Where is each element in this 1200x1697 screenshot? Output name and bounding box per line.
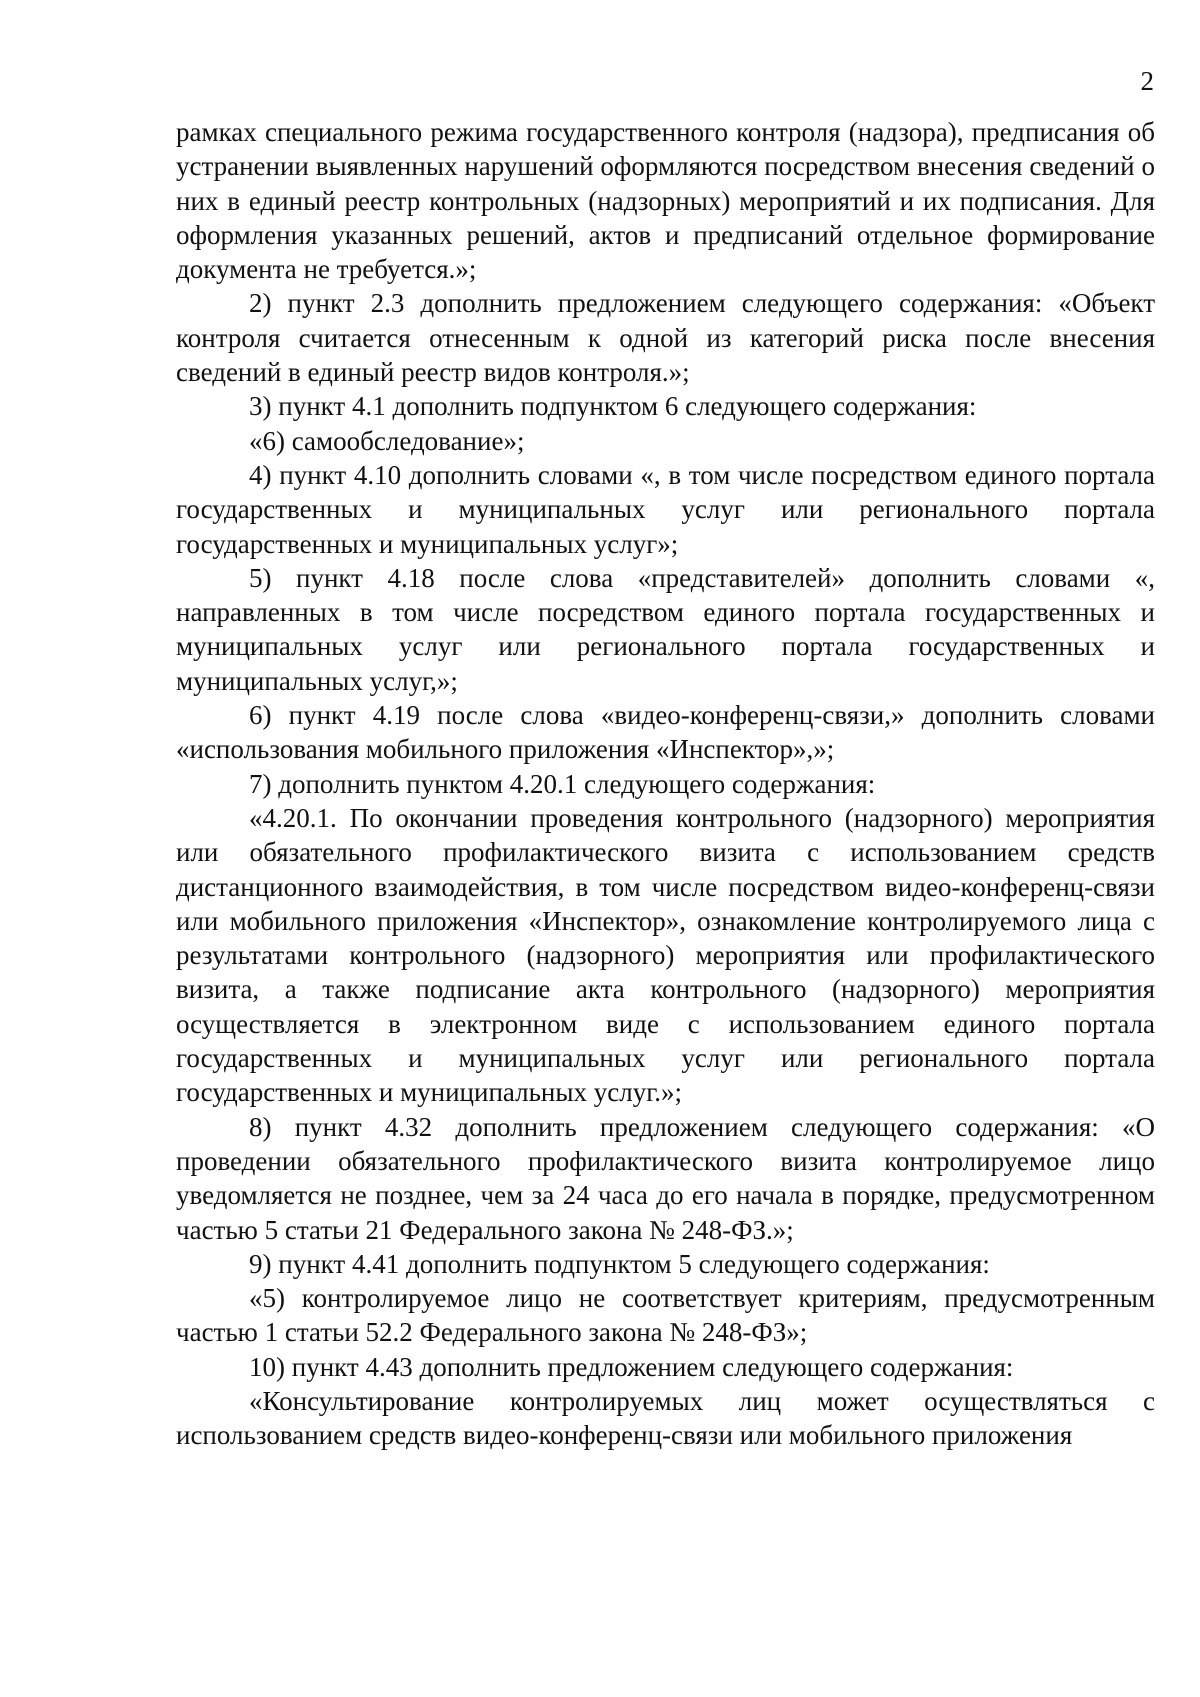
paragraph-continuation: [176, 115, 1155, 286]
document-body: [176, 115, 1155, 1453]
paragraph-text: 9) пункт 4.41 дополнить подпунктом 5 следующего содержания:: [249, 1248, 990, 1279]
paragraph-text: «6) самообследование»;: [249, 425, 525, 456]
paragraph-text: 10) пункт 4.43 дополнить предложением следующего содержания:: [249, 1351, 1014, 1382]
paragraph-item-2: [176, 286, 1155, 389]
paragraph-text: «5) контролируемое лицо не соответствует критериям, предусмотренным частью 1 статьи 52.2 Федерального закона № 248-ФЗ»;: [176, 1283, 1155, 1348]
paragraph-item-8: [176, 1110, 1155, 1247]
paragraph-text: 5) пункт 4.18 после слова «представителей» дополнить словами «, направленных в том числе посредством единого портала государственных и муниципальных услуг или регионального портала государственных и муниципальных услуг,»;: [176, 562, 1155, 696]
paragraph-text: 2) пункт 2.3 дополнить предложением следующего содержания: «Объект контроля считается отнесенным к одной из категорий риска после внесения сведений в единый реестр видов контроля.»;: [176, 288, 1155, 388]
paragraph-subitem-5: [176, 1281, 1155, 1350]
paragraph-text: «Консультирование контролируемых лиц может осуществляться с использованием средств видео-конференц-связи или мобильного приложения: [176, 1385, 1155, 1451]
paragraph-item-7: [176, 767, 1155, 801]
paragraph-clause-4-20-1: [176, 801, 1155, 1110]
paragraph-text: 7) дополнить пунктом 4.20.1 следующего содержания:: [249, 768, 876, 799]
page-number: 2: [1140, 66, 1154, 96]
paragraph-text: рамках специального режима государственного контроля (надзора), предписания об устранении выявленных нарушений оформляются посредством внесения сведений о них в единый реестр контрольных (надзорных) мероприятий и их подписания. Для оформления указанных решений, актов и предписаний отдельное формирование документа не требуется.»;: [176, 117, 1155, 285]
paragraph-text: 6) пункт 4.19 после слова «видео-конференц-связи,» дополнить словами «использования мобильного приложения «Инспектор»,»;: [176, 700, 1155, 765]
paragraph-text: «4.20.1. По окончании проведения контрольного (надзорного) мероприятия или обязательного профилактического визита с использованием средств дистанционного взаимодействия, в том числе посредством видео-конференц-связи или мобильного приложения «Инспектор», ознакомление контролируемого лица с результатами контрольного (надзорного) мероприятия или профилактического визита, а также подписание акта контрольного (надзорного) мероприятия осуществляется в электронном виде с использованием единого портала государственных и муниципальных услуг или регионального портала государственных и муниципальных услуг.»;: [176, 802, 1155, 1108]
paragraph-text: 3) пункт 4.1 дополнить подпунктом 6 следующего содержания:: [249, 391, 977, 422]
paragraph-item-4: [176, 458, 1155, 561]
paragraph-item-10: [176, 1350, 1155, 1384]
paragraph-item-5: [176, 561, 1155, 698]
paragraph-item-3: [176, 389, 1155, 423]
paragraph-text: 4) пункт 4.10 дополнить словами «, в том числе посредством единого портала государственных и муниципальных услуг или регионального портала государственных и муниципальных услуг»;: [176, 459, 1155, 559]
paragraph-item-9: [176, 1247, 1155, 1281]
paragraph-consultation: [176, 1384, 1155, 1453]
paragraph-item-6: [176, 698, 1155, 767]
paragraph-text: 8) пункт 4.32 дополнить предложением следующего содержания: «О проведении обязательного профилактического визита контролируемое лицо уведомляется не позднее, чем за 24 часа до его начала в порядке, предусмотренном частью 5 статьи 21 Федерального закона № 248-ФЗ.»;: [176, 1111, 1155, 1245]
paragraph-subitem-6: [176, 424, 1155, 458]
